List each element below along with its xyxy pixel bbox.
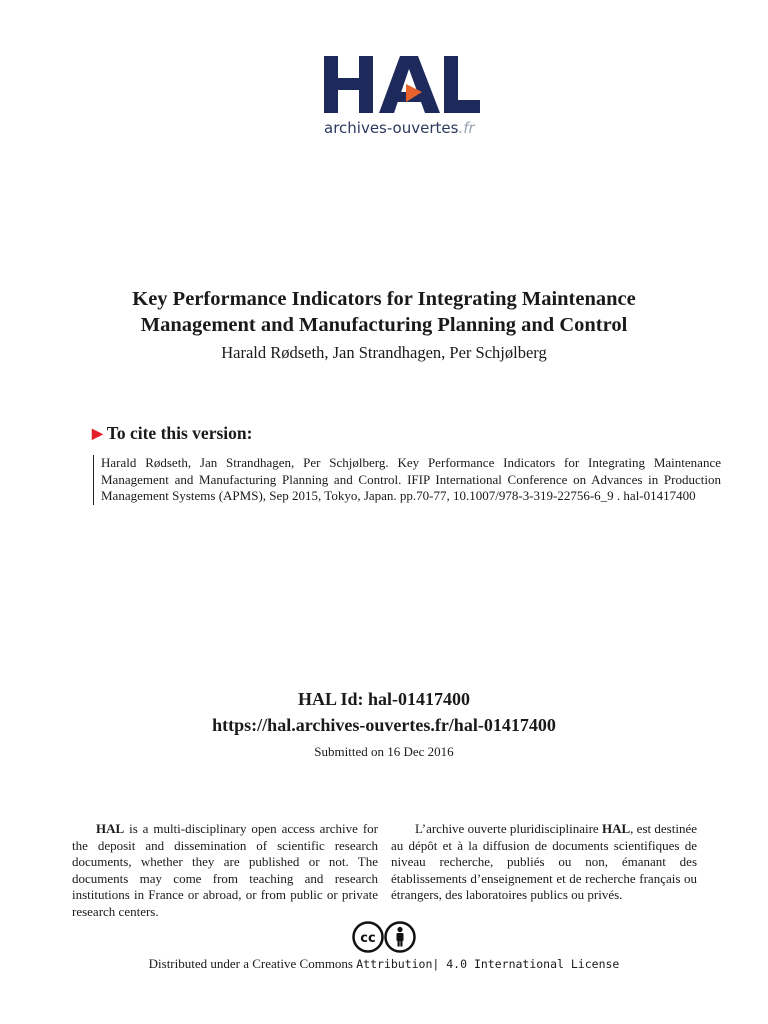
license-line: Distributed under a Creative Commons Attribution| 4.0 International License (148, 956, 620, 971)
creative-commons-by-icon (352, 921, 416, 953)
logo-subtitle: archives-ouvertes.fr (324, 119, 475, 137)
triangle-right-icon: ▶ (92, 427, 103, 442)
hal-url-link[interactable]: https://hal.archives-ouvertes.fr/hal-01417400 (212, 715, 556, 735)
svg-text:cc: cc (360, 931, 376, 946)
paper-authors: Harald Rødseth, Jan Strandhagen, Per Schjølberg (221, 343, 547, 362)
citation-box (93, 455, 721, 505)
description-french: L’archive ouverte pluridisciplinaire HAL, est destinée au dépôt et à la diffusion de documents scientifiques de niveau recherche, publiés ou non, émanant des établissements d’enseignement et de recherche français ou étrangers, des laboratoires publics ou privés. (391, 821, 697, 902)
description-english: HAL is a multi-disciplinary open access archive for the deposit and dissemination of scientific research documents, whether they are published or not. The documents may come from teaching and research institutions in France or abroad, or from public or private research centers. (72, 821, 378, 919)
hal-id: HAL Id: hal-01417400 (297, 689, 471, 709)
cite-heading: ▶ To cite this version: (92, 423, 253, 443)
submitted-date: Submitted on 16 Dec 2016 (314, 744, 454, 759)
hal-id-block (40, 686, 728, 738)
paper-title: Key Performance Indicators for Integrating Maintenance Management and Manufacturing Planning and Control (132, 288, 636, 336)
citation-text[interactable]: Harald Rødseth, Jan Strandhagen, Per Schjølberg. Key Performance Indicators for Integrating Maintenance Management and Manufacturing Planning and Control. IFIP International Conference on Advances in Production Management Systems (APMS), Sep 2015, Tokyo, Japan. pp.70-77, 10.1007/978-3-319-22756-6_9 . hal-01417400 (101, 455, 721, 503)
license-link[interactable]: Attribution| 4.0 International License (356, 957, 620, 971)
